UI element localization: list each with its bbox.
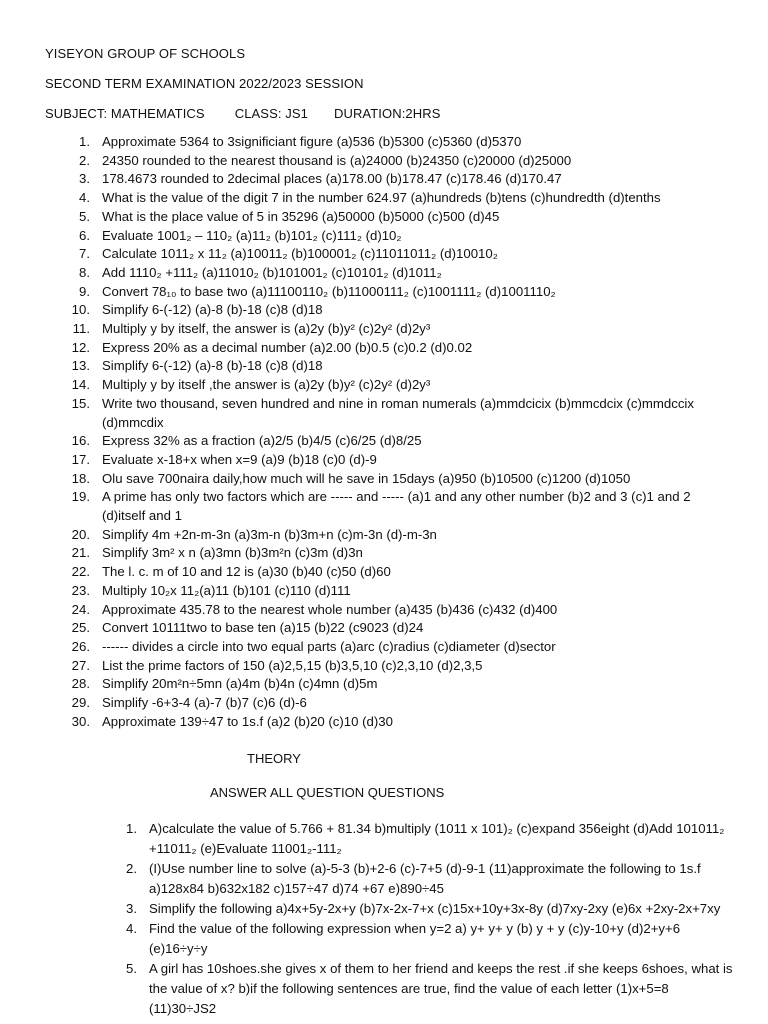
question-number: 5.: [126, 961, 137, 976]
question-number: 26.: [71, 638, 90, 654]
question-item: [45, 601, 735, 620]
question-text: Simplify 6-(-12) (a)-8 (b)-18 (c)8 (d)18: [102, 302, 323, 318]
question-text: Express 20% as a decimal number (a)2.00 (b)0.5 (c)0.2 (d)0.02: [102, 339, 473, 355]
question-number: 27.: [71, 657, 90, 673]
question-number: 13.: [71, 358, 90, 374]
question-item: [45, 959, 735, 1019]
question-text: Simplify 6-(-12) (a)-8 (b)-18 (c)8 (d)18: [102, 358, 323, 374]
question-number: 2.: [79, 152, 90, 168]
question-item: [45, 339, 735, 358]
question-text: Express 32% as a fraction (a)2/5 (b)4/5 (c)6/25 (d)8/25: [102, 433, 422, 449]
question-text: ------ divides a circle into two equal parts (a)arc (c)radius (c)diameter (d)sector: [102, 638, 556, 654]
question-item: [45, 526, 735, 545]
question-text: A)calculate the value of 5.766 + 81.34 b)multiply (1011 x 101)₂ (c)expand 356eight (d)Add 101011₂ +11011₂ (e)Evaluate 11001₂-111₂: [149, 821, 725, 856]
question-number: 4.: [126, 921, 137, 936]
question-text: 178.4673 rounded to 2decimal places (a)178.00 (b)178.47 (c)178.46 (d)170.47: [102, 171, 562, 187]
question-text: Multiply y by itself ,the answer is (a)2y (b)y² (c)2y² (d)2y³: [102, 377, 431, 393]
question-number: 5.: [79, 208, 90, 224]
question-item: [45, 301, 735, 320]
question-number: 30.: [71, 713, 90, 729]
question-number: 3.: [126, 901, 137, 916]
theory-questions: [45, 819, 735, 1019]
question-text: (I)Use number line to solve (a)-5-3 (b)+2-6 (c)-7+5 (d)-9-1 (11)approximate the following to 1s.f a)128x84 b)632x182 c)157÷47 d)74 +67 e)890÷45: [149, 861, 701, 896]
question-text: Evaluate 1001₂ – 110₂ (a)11₂ (b)101₂ (c)111₂ (d)10₂: [102, 227, 402, 243]
question-number: 8.: [79, 264, 90, 280]
question-text: Convert 10111two to base ten (a)15 (b)22 (c9023 (d)24: [102, 620, 424, 636]
question-number: 15.: [71, 395, 90, 411]
question-text: Convert 78₁₀ to base two (a)11100110₂ (b)11000111₂ (c)1001111₂ (d)1001110₂: [102, 283, 556, 299]
question-text: Find the value of the following expression when y=2 a) y+ y+ y (b) y + y (c)y-10+y (d)2+y+6 (e)16÷y÷y: [149, 921, 681, 956]
question-text: Multiply 10₂x 11₂(a)11 (b)101 (c)110 (d)111: [102, 582, 351, 598]
question-number: 20.: [71, 526, 90, 542]
question-text: List the prime factors of 150 (a)2,5,15 (b)3,5,10 (c)2,3,10 (d)2,3,5: [102, 657, 483, 673]
question-number: 10.: [71, 302, 90, 318]
question-item: [45, 283, 735, 302]
question-text: Approximate 435.78 to the nearest whole number (a)435 (b)436 (c)432 (d)400: [102, 601, 558, 617]
question-item: [45, 170, 735, 189]
question-number: 6.: [79, 227, 90, 243]
question-number: 12.: [71, 339, 90, 355]
question-text: Add 1110₂ +111₂ (a)11010₂ (b)101001₂ (c)10101₂ (d)1011₂: [102, 264, 442, 280]
question-number: 18.: [71, 470, 90, 486]
question-text: 24350 rounded to the nearest thousand is (a)24000 (b)24350 (c)20000 (d)25000: [102, 152, 572, 168]
question-text: Evaluate x-18+x when x=9 (a)9 (b)18 (c)0 (d)-9: [102, 451, 377, 467]
question-text: Simplify the following a)4x+5y-2x+y (b)7x-2x-7+x (c)15x+10y+3x-8y (d)7xy-2xy (e)6x +2xy-2x+7xy: [149, 901, 721, 916]
exam-title: SECOND TERM EXAMINATION 2022/2023 SESSION: [45, 76, 364, 91]
question-text: Simplify 3m² x n (a)3mn (b)3m²n (c)3m (d)3n: [102, 545, 363, 561]
question-text: Simplify 20m²n÷5mn (a)4m (b)4n (c)4mn (d)5m: [102, 676, 378, 692]
subject-label: SUBJECT: MATHEMATICS: [45, 106, 205, 121]
question-number: 1.: [126, 821, 137, 836]
question-item: [45, 544, 735, 563]
question-number: 7.: [79, 246, 90, 262]
question-item: [45, 208, 735, 227]
question-item: [45, 819, 735, 859]
theory-heading: THEORY: [247, 751, 301, 766]
question-item: [45, 638, 735, 657]
question-text: Write two thousand, seven hundred and nine in roman numerals (a)mmdcicix (b)mmcdcix (c)mmdccix (d)mmcdix: [102, 395, 694, 430]
question-item: [45, 133, 735, 152]
class-label: CLASS: JS1: [234, 106, 308, 121]
question-number: 22.: [71, 564, 90, 580]
duration-label: DURATION:2HRS: [333, 106, 441, 121]
question-text: What is the place value of 5 in 35296 (a)50000 (b)5000 (c)500 (d)45: [102, 208, 500, 224]
question-item: [45, 451, 735, 470]
question-text: Approximate 139÷47 to 1s.f (a)2 (b)20 (c)10 (d)30: [102, 713, 393, 729]
question-item: [45, 899, 735, 919]
question-number: 4.: [79, 190, 90, 206]
question-number: 28.: [71, 676, 90, 692]
question-item: [45, 563, 735, 582]
question-item: [45, 357, 735, 376]
question-item: [45, 245, 735, 264]
question-number: 11.: [72, 321, 90, 337]
subject-line: [45, 106, 440, 121]
question-text: A girl has 10shoes.she gives x of them to her friend and keeps the rest .if she keeps 6shoes, what is the value of x? b)if the following sentences are true, find the value of each letter (1)x+5=8 (11)30÷JS2: [149, 961, 733, 1016]
question-text: Approximate 5364 to 3significiant figure (a)536 (b)5300 (c)5360 (d)5370: [102, 134, 522, 149]
question-number: 21.: [71, 545, 90, 561]
question-item: [45, 488, 735, 525]
question-item: [45, 582, 735, 601]
question-text: What is the value of the digit 7 in the number 624.97 (a)hundreds (b)tens (c)hundredth (d)tenths: [102, 190, 661, 206]
question-number: 2.: [126, 861, 137, 876]
question-number: 9.: [79, 283, 90, 299]
question-text: Multiply y by itself, the answer is (a)2y (b)y² (c)2y² (d)2y³: [102, 321, 431, 337]
question-number: 14.: [71, 377, 90, 393]
question-item: [45, 675, 735, 694]
objective-questions: [45, 133, 735, 732]
question-item: [45, 152, 735, 171]
question-number: 23.: [71, 582, 90, 598]
question-item: [45, 264, 735, 283]
question-item: [45, 657, 735, 676]
question-item: [45, 320, 735, 339]
question-item: [45, 919, 735, 959]
question-number: 29.: [71, 695, 90, 711]
question-text: A prime has only two factors which are ----- and ----- (a)1 and any other number (b)2 and 3 (c)1 and 2 (d)itself and 1: [102, 489, 691, 524]
question-number: 1.: [79, 134, 90, 149]
question-text: The l. c. m of 10 and 12 is (a)30 (b)40 (c)50 (d)60: [102, 564, 391, 580]
question-item: [45, 619, 735, 638]
question-number: 3.: [79, 171, 90, 187]
theory-instruction: ANSWER ALL QUESTION QUESTIONS: [210, 785, 445, 800]
question-item: [45, 713, 735, 732]
question-text: Simplify -6+3-4 (a)-7 (b)7 (c)6 (d)-6: [102, 695, 307, 711]
question-text: Olu save 700naira daily,how much will he save in 15days (a)950 (b)10500 (c)1200 (d)1050: [102, 470, 631, 486]
question-text: Simplify 4m +2n-m-3n (a)3m-n (b)3m+n (c)m-3n (d)-m-3n: [102, 526, 437, 542]
question-item: [45, 189, 735, 208]
question-text: Calculate 1011₂ x 11₂ (a)10011₂ (b)100001₂ (c)11011011₂ (d)10010₂: [102, 246, 498, 262]
question-item: [45, 694, 735, 713]
question-item: [45, 432, 735, 451]
question-item: [45, 376, 735, 395]
question-item: [45, 227, 735, 246]
question-item: [45, 470, 735, 489]
question-number: 16.: [71, 433, 90, 449]
school-name: YISEYON GROUP OF SCHOOLS: [45, 46, 246, 61]
question-number: 25.: [71, 620, 90, 636]
question-number: 24.: [71, 601, 90, 617]
question-item: [45, 859, 735, 899]
question-item: [45, 395, 735, 432]
question-number: 17.: [71, 451, 90, 467]
question-number: 19.: [71, 489, 90, 505]
